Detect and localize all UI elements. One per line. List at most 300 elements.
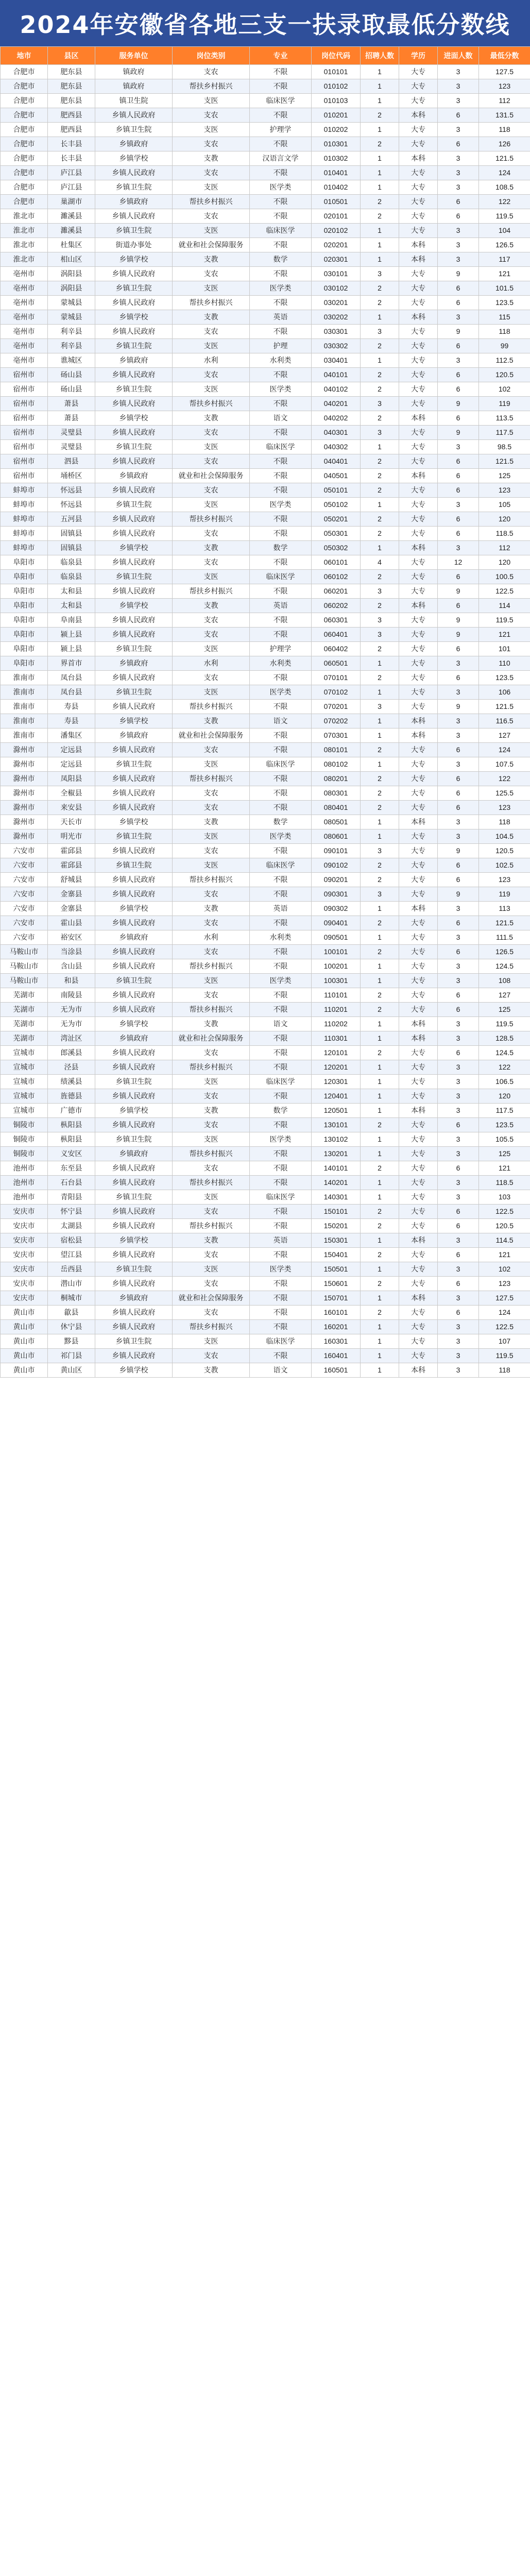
quota-cell: 2 xyxy=(361,1118,399,1132)
category-cell: 支医 xyxy=(173,180,250,195)
category-cell: 帮扶乡村振兴 xyxy=(173,584,250,599)
category-cell: 支农 xyxy=(173,1349,250,1363)
interview-count-cell: 3 xyxy=(438,498,479,512)
city-cell: 池州市 xyxy=(1,1176,48,1190)
category-cell: 帮扶乡村振兴 xyxy=(173,1176,250,1190)
code-cell: 010101 xyxy=(312,65,361,79)
interview-count-cell: 3 xyxy=(438,1147,479,1161)
code-cell: 030401 xyxy=(312,353,361,368)
unit-cell: 乡镇人民政府 xyxy=(95,945,173,959)
quota-cell: 2 xyxy=(361,382,399,397)
code-cell: 080101 xyxy=(312,743,361,757)
unit-cell: 乡镇政府 xyxy=(95,195,173,209)
category-cell: 支农 xyxy=(173,426,250,440)
city-cell: 合肥市 xyxy=(1,65,48,79)
major-cell: 临床医学 xyxy=(250,858,312,873)
city-cell: 淮南市 xyxy=(1,700,48,714)
county-cell: 固镇县 xyxy=(48,541,95,555)
min-score-cell: 103 xyxy=(479,1190,530,1205)
education-cell: 大专 xyxy=(399,339,438,353)
unit-cell: 乡镇人民政府 xyxy=(95,613,173,628)
table-row xyxy=(1,1147,530,1161)
county-cell: 明光市 xyxy=(48,829,95,844)
quota-cell: 1 xyxy=(361,1233,399,1248)
interview-count-cell: 3 xyxy=(438,1291,479,1306)
category-cell: 支农 xyxy=(173,1205,250,1219)
min-score-cell: 113.5 xyxy=(479,411,530,426)
interview-count-cell: 3 xyxy=(438,180,479,195)
quota-cell: 1 xyxy=(361,166,399,180)
major-cell: 临床医学 xyxy=(250,1075,312,1089)
category-cell: 支教 xyxy=(173,1017,250,1031)
min-score-cell: 121.5 xyxy=(479,454,530,469)
city-cell: 阜阳市 xyxy=(1,584,48,599)
county-cell: 舒城县 xyxy=(48,873,95,887)
county-cell: 无为市 xyxy=(48,1017,95,1031)
code-cell: 080601 xyxy=(312,829,361,844)
unit-cell: 乡镇人民政府 xyxy=(95,1205,173,1219)
major-cell: 不限 xyxy=(250,628,312,642)
education-cell: 大专 xyxy=(399,916,438,930)
county-cell: 肥西县 xyxy=(48,108,95,123)
min-score-cell: 126 xyxy=(479,137,530,151)
county-cell: 无为市 xyxy=(48,1003,95,1017)
city-cell: 合肥市 xyxy=(1,137,48,151)
city-cell: 合肥市 xyxy=(1,108,48,123)
city-cell: 亳州市 xyxy=(1,281,48,296)
interview-count-cell: 3 xyxy=(438,1060,479,1075)
county-cell: 泗县 xyxy=(48,454,95,469)
city-cell: 滁州市 xyxy=(1,772,48,786)
major-cell: 不限 xyxy=(250,1277,312,1291)
education-cell: 大专 xyxy=(399,426,438,440)
interview-count-cell: 6 xyxy=(438,108,479,123)
table-row xyxy=(1,1190,530,1205)
interview-count-cell: 9 xyxy=(438,267,479,281)
major-cell: 医学类 xyxy=(250,1262,312,1277)
major-cell: 不限 xyxy=(250,945,312,959)
quota-cell: 4 xyxy=(361,555,399,570)
min-score-cell: 121.5 xyxy=(479,700,530,714)
education-cell: 大专 xyxy=(399,498,438,512)
min-score-cell: 118 xyxy=(479,1363,530,1378)
table-row xyxy=(1,1205,530,1219)
county-cell: 界首市 xyxy=(48,656,95,671)
table-row xyxy=(1,613,530,628)
code-cell: 120301 xyxy=(312,1075,361,1089)
county-cell: 湾沚区 xyxy=(48,1031,95,1046)
code-cell: 150701 xyxy=(312,1291,361,1306)
unit-cell: 乡镇人民政府 xyxy=(95,325,173,339)
county-cell: 天长市 xyxy=(48,815,95,829)
category-cell: 就业和社会保障服务 xyxy=(173,1291,250,1306)
category-cell: 帮扶乡村振兴 xyxy=(173,79,250,94)
score-table-container[interactable] xyxy=(0,46,530,2576)
interview-count-cell: 6 xyxy=(438,1205,479,1219)
major-cell: 护理学 xyxy=(250,123,312,137)
table-row xyxy=(1,1046,530,1060)
major-cell: 医学类 xyxy=(250,974,312,988)
quota-cell: 1 xyxy=(361,252,399,267)
table-row xyxy=(1,1248,530,1262)
quota-cell: 3 xyxy=(361,887,399,902)
county-cell: 谯城区 xyxy=(48,353,95,368)
category-cell: 就业和社会保障服务 xyxy=(173,469,250,483)
major-cell: 不限 xyxy=(250,469,312,483)
education-cell: 大专 xyxy=(399,1161,438,1176)
min-score-cell: 123.5 xyxy=(479,296,530,310)
city-cell: 淮北市 xyxy=(1,224,48,238)
county-cell: 潜山市 xyxy=(48,1277,95,1291)
interview-count-cell: 6 xyxy=(438,209,479,224)
unit-cell: 乡镇人民政府 xyxy=(95,209,173,224)
county-cell: 枞阳县 xyxy=(48,1118,95,1132)
quota-cell: 3 xyxy=(361,844,399,858)
code-cell: 010402 xyxy=(312,180,361,195)
interview-count-cell: 6 xyxy=(438,873,479,887)
education-cell: 本科 xyxy=(399,238,438,252)
city-cell: 亳州市 xyxy=(1,296,48,310)
city-cell: 安庆市 xyxy=(1,1262,48,1277)
unit-cell: 乡镇卫生院 xyxy=(95,570,173,584)
min-score-cell: 120 xyxy=(479,512,530,527)
table-row xyxy=(1,656,530,671)
major-cell: 不限 xyxy=(250,1219,312,1233)
code-cell: 070201 xyxy=(312,700,361,714)
column-header[interactable]: 专业 xyxy=(250,47,312,65)
column-header[interactable]: 招聘人数 xyxy=(361,47,399,65)
category-cell: 支农 xyxy=(173,267,250,281)
interview-count-cell: 6 xyxy=(438,570,479,584)
category-cell: 就业和社会保障服务 xyxy=(173,728,250,743)
unit-cell: 乡镇卫生院 xyxy=(95,440,173,454)
county-cell: 利辛县 xyxy=(48,339,95,353)
column-header[interactable]: 岗位类别 xyxy=(173,47,250,65)
city-cell: 宿州市 xyxy=(1,411,48,426)
quota-cell: 2 xyxy=(361,137,399,151)
quota-cell: 1 xyxy=(361,757,399,772)
min-score-cell: 98.5 xyxy=(479,440,530,454)
major-cell: 不限 xyxy=(250,512,312,527)
min-score-cell: 121 xyxy=(479,1161,530,1176)
city-cell: 阜阳市 xyxy=(1,656,48,671)
table-row xyxy=(1,1161,530,1176)
unit-cell: 乡镇学校 xyxy=(95,902,173,916)
min-score-cell: 120 xyxy=(479,1089,530,1104)
county-cell: 太和县 xyxy=(48,584,95,599)
major-cell: 不限 xyxy=(250,1291,312,1306)
unit-cell: 乡镇学校 xyxy=(95,714,173,728)
unit-cell: 乡镇人民政府 xyxy=(95,1248,173,1262)
unit-cell: 乡镇学校 xyxy=(95,310,173,325)
column-header[interactable]: 岗位代码 xyxy=(312,47,361,65)
code-cell: 020301 xyxy=(312,252,361,267)
code-cell: 160401 xyxy=(312,1349,361,1363)
quota-cell: 3 xyxy=(361,628,399,642)
major-cell: 不限 xyxy=(250,1161,312,1176)
county-cell: 祁门县 xyxy=(48,1349,95,1363)
code-cell: 160301 xyxy=(312,1334,361,1349)
major-cell: 不限 xyxy=(250,887,312,902)
min-score-cell: 104 xyxy=(479,224,530,238)
column-header[interactable]: 进面人数 xyxy=(438,47,479,65)
county-cell: 含山县 xyxy=(48,959,95,974)
quota-cell: 1 xyxy=(361,1334,399,1349)
category-cell: 支农 xyxy=(173,916,250,930)
min-score-cell: 102.5 xyxy=(479,858,530,873)
education-cell: 大专 xyxy=(399,195,438,209)
unit-cell: 乡镇人民政府 xyxy=(95,527,173,541)
unit-cell: 乡镇人民政府 xyxy=(95,1161,173,1176)
min-score-cell: 118 xyxy=(479,325,530,339)
city-cell: 蚌埠市 xyxy=(1,483,48,498)
interview-count-cell: 6 xyxy=(438,1277,479,1291)
category-cell: 支农 xyxy=(173,1161,250,1176)
table-row xyxy=(1,541,530,555)
major-cell: 不限 xyxy=(250,325,312,339)
county-cell: 砀山县 xyxy=(48,382,95,397)
quota-cell: 1 xyxy=(361,65,399,79)
interview-count-cell: 6 xyxy=(438,1118,479,1132)
code-cell: 010301 xyxy=(312,137,361,151)
column-header[interactable]: 服务单位 xyxy=(95,47,173,65)
education-cell: 大专 xyxy=(399,65,438,79)
min-score-cell: 124.5 xyxy=(479,959,530,974)
column-header[interactable]: 学历 xyxy=(399,47,438,65)
interview-count-cell: 3 xyxy=(438,930,479,945)
city-cell: 黄山市 xyxy=(1,1363,48,1378)
category-cell: 支医 xyxy=(173,339,250,353)
min-score-cell: 116.5 xyxy=(479,714,530,728)
unit-cell: 乡镇卫生院 xyxy=(95,224,173,238)
table-row xyxy=(1,339,530,353)
table-row xyxy=(1,397,530,411)
education-cell: 大专 xyxy=(399,685,438,700)
city-cell: 阜阳市 xyxy=(1,570,48,584)
county-cell: 裕安区 xyxy=(48,930,95,945)
education-cell: 大专 xyxy=(399,829,438,844)
city-cell: 亳州市 xyxy=(1,267,48,281)
code-cell: 050201 xyxy=(312,512,361,527)
city-cell: 合肥市 xyxy=(1,151,48,166)
column-header[interactable]: 地市 xyxy=(1,47,48,65)
interview-count-cell: 3 xyxy=(438,902,479,916)
city-cell: 淮南市 xyxy=(1,728,48,743)
city-cell: 池州市 xyxy=(1,1190,48,1205)
unit-cell: 乡镇学校 xyxy=(95,815,173,829)
county-cell: 枞阳县 xyxy=(48,1132,95,1147)
city-cell: 安庆市 xyxy=(1,1248,48,1262)
table-row xyxy=(1,151,530,166)
education-cell: 本科 xyxy=(399,469,438,483)
major-cell: 不限 xyxy=(250,65,312,79)
interview-count-cell: 6 xyxy=(438,1219,479,1233)
quota-cell: 1 xyxy=(361,1132,399,1147)
min-score-cell: 106 xyxy=(479,685,530,700)
category-cell: 帮扶乡村振兴 xyxy=(173,195,250,209)
major-cell: 不限 xyxy=(250,137,312,151)
major-cell: 不限 xyxy=(250,1306,312,1320)
table-row xyxy=(1,65,530,79)
quota-cell: 2 xyxy=(361,454,399,469)
education-cell: 大专 xyxy=(399,858,438,873)
education-cell: 大专 xyxy=(399,512,438,527)
min-score-cell: 122.5 xyxy=(479,1205,530,1219)
unit-cell: 乡镇政府 xyxy=(95,137,173,151)
major-cell: 不限 xyxy=(250,267,312,281)
quota-cell: 2 xyxy=(361,599,399,613)
major-cell: 不限 xyxy=(250,79,312,94)
education-cell: 大专 xyxy=(399,656,438,671)
column-header[interactable]: 最低分数 xyxy=(479,47,530,65)
table-row xyxy=(1,757,530,772)
education-cell: 大专 xyxy=(399,224,438,238)
table-row xyxy=(1,325,530,339)
code-cell: 150101 xyxy=(312,1205,361,1219)
major-cell: 英语 xyxy=(250,1233,312,1248)
city-cell: 蚌埠市 xyxy=(1,498,48,512)
interview-count-cell: 9 xyxy=(438,844,479,858)
county-cell: 五河县 xyxy=(48,512,95,527)
quota-cell: 2 xyxy=(361,1003,399,1017)
quota-cell: 1 xyxy=(361,440,399,454)
interview-count-cell: 3 xyxy=(438,1349,479,1363)
county-cell: 绩溪县 xyxy=(48,1075,95,1089)
education-cell: 大专 xyxy=(399,483,438,498)
quota-cell: 2 xyxy=(361,469,399,483)
interview-count-cell: 3 xyxy=(438,353,479,368)
interview-count-cell: 9 xyxy=(438,397,479,411)
city-cell: 滁州市 xyxy=(1,829,48,844)
code-cell: 060402 xyxy=(312,642,361,656)
table-row xyxy=(1,1075,530,1089)
county-cell: 广德市 xyxy=(48,1104,95,1118)
county-cell: 霍山县 xyxy=(48,916,95,930)
city-cell: 六安市 xyxy=(1,887,48,902)
category-cell: 支农 xyxy=(173,527,250,541)
quota-cell: 3 xyxy=(361,700,399,714)
education-cell: 大专 xyxy=(399,1349,438,1363)
county-cell: 萧县 xyxy=(48,397,95,411)
min-score-cell: 119.5 xyxy=(479,209,530,224)
unit-cell: 镇政府 xyxy=(95,65,173,79)
unit-cell: 乡镇人民政府 xyxy=(95,584,173,599)
county-cell: 霍邱县 xyxy=(48,858,95,873)
city-cell: 滁州市 xyxy=(1,786,48,801)
unit-cell: 乡镇学校 xyxy=(95,599,173,613)
category-cell: 支医 xyxy=(173,94,250,108)
min-score-cell: 123.5 xyxy=(479,671,530,685)
major-cell: 医学类 xyxy=(250,498,312,512)
min-score-cell: 123 xyxy=(479,79,530,94)
code-cell: 090401 xyxy=(312,916,361,930)
education-cell: 大专 xyxy=(399,786,438,801)
category-cell: 支医 xyxy=(173,1262,250,1277)
interview-count-cell: 6 xyxy=(438,916,479,930)
table-row xyxy=(1,801,530,815)
category-cell: 帮扶乡村振兴 xyxy=(173,772,250,786)
county-cell: 桐城市 xyxy=(48,1291,95,1306)
education-cell: 大专 xyxy=(399,772,438,786)
code-cell: 050102 xyxy=(312,498,361,512)
interview-count-cell: 9 xyxy=(438,628,479,642)
min-score-cell: 118.5 xyxy=(479,1176,530,1190)
interview-count-cell: 3 xyxy=(438,1320,479,1334)
unit-cell: 乡镇人民政府 xyxy=(95,1046,173,1060)
education-cell: 本科 xyxy=(399,108,438,123)
unit-cell: 乡镇人民政府 xyxy=(95,1060,173,1075)
major-cell: 水利类 xyxy=(250,656,312,671)
code-cell: 140201 xyxy=(312,1176,361,1190)
interview-count-cell: 6 xyxy=(438,786,479,801)
major-cell: 不限 xyxy=(250,1176,312,1190)
column-header[interactable]: 县区 xyxy=(48,47,95,65)
table-row xyxy=(1,728,530,743)
city-cell: 淮南市 xyxy=(1,685,48,700)
unit-cell: 乡镇人民政府 xyxy=(95,1320,173,1334)
education-cell: 大专 xyxy=(399,570,438,584)
county-cell: 肥东县 xyxy=(48,79,95,94)
min-score-cell: 114 xyxy=(479,599,530,613)
category-cell: 支农 xyxy=(173,209,250,224)
city-cell: 宣城市 xyxy=(1,1046,48,1060)
county-cell: 相山区 xyxy=(48,252,95,267)
interview-count-cell: 3 xyxy=(438,685,479,700)
interview-count-cell: 3 xyxy=(438,829,479,844)
quota-cell: 2 xyxy=(361,1205,399,1219)
code-cell: 060102 xyxy=(312,570,361,584)
interview-count-cell: 6 xyxy=(438,281,479,296)
category-cell: 支农 xyxy=(173,1118,250,1132)
table-row xyxy=(1,498,530,512)
code-cell: 110202 xyxy=(312,1017,361,1031)
city-cell: 安庆市 xyxy=(1,1205,48,1219)
unit-cell: 乡镇人民政府 xyxy=(95,555,173,570)
category-cell: 支医 xyxy=(173,281,250,296)
education-cell: 本科 xyxy=(399,599,438,613)
major-cell: 临床医学 xyxy=(250,440,312,454)
city-cell: 蚌埠市 xyxy=(1,512,48,527)
city-cell: 蚌埠市 xyxy=(1,541,48,555)
education-cell: 大专 xyxy=(399,353,438,368)
category-cell: 支教 xyxy=(173,411,250,426)
category-cell: 支农 xyxy=(173,483,250,498)
interview-count-cell: 3 xyxy=(438,541,479,555)
county-cell: 涡阳县 xyxy=(48,267,95,281)
interview-count-cell: 3 xyxy=(438,1176,479,1190)
unit-cell: 乡镇人民政府 xyxy=(95,772,173,786)
category-cell: 支教 xyxy=(173,1233,250,1248)
city-cell: 宣城市 xyxy=(1,1104,48,1118)
major-cell: 数学 xyxy=(250,541,312,555)
interview-count-cell: 6 xyxy=(438,772,479,786)
quota-cell: 2 xyxy=(361,339,399,353)
category-cell: 支农 xyxy=(173,454,250,469)
county-cell: 寿县 xyxy=(48,700,95,714)
table-body xyxy=(1,65,530,1378)
education-cell: 大专 xyxy=(399,628,438,642)
table-row xyxy=(1,483,530,498)
interview-count-cell: 3 xyxy=(438,252,479,267)
city-cell: 阜阳市 xyxy=(1,642,48,656)
table-row xyxy=(1,815,530,829)
min-score-cell: 124 xyxy=(479,1306,530,1320)
category-cell: 支农 xyxy=(173,743,250,757)
city-cell: 六安市 xyxy=(1,844,48,858)
unit-cell: 镇卫生院 xyxy=(95,94,173,108)
code-cell: 010201 xyxy=(312,108,361,123)
county-cell: 怀宁县 xyxy=(48,1205,95,1219)
